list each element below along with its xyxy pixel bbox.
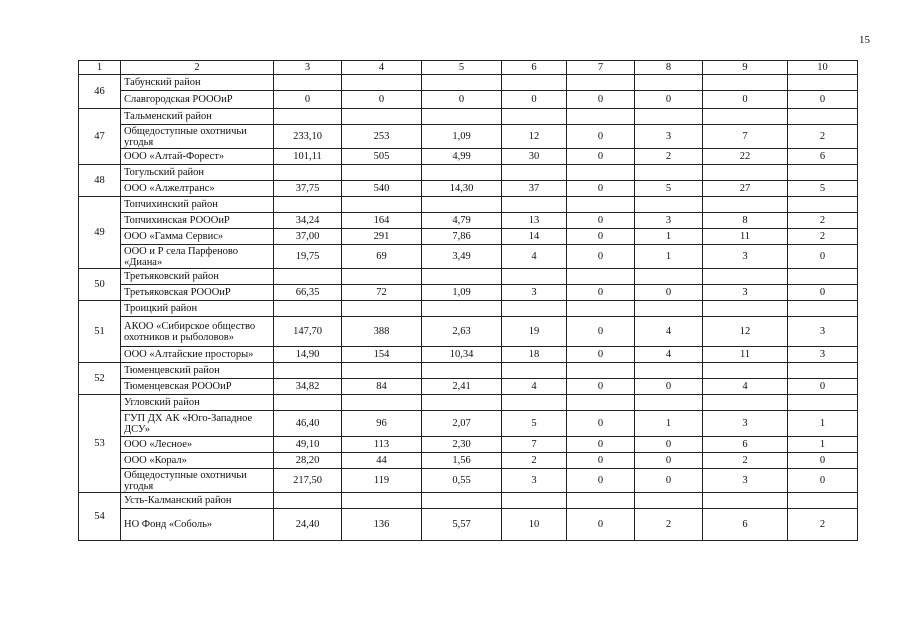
empty-cell [502, 363, 567, 379]
value-cell-col9: 3 [703, 285, 788, 301]
header-cell-7: 7 [567, 61, 635, 75]
value-cell-col9: 3 [703, 245, 788, 269]
value-cell-col7: 0 [567, 509, 635, 541]
value-cell-col7: 0 [567, 437, 635, 453]
value-cell-col5: 2,30 [422, 437, 502, 453]
empty-cell [788, 493, 858, 509]
value-cell-col4: 253 [342, 125, 422, 149]
empty-cell [342, 197, 422, 213]
value-cell-col7: 0 [567, 285, 635, 301]
value-cell-col5: 10,34 [422, 347, 502, 363]
table-row [79, 229, 858, 245]
value-cell-col5: 2,07 [422, 411, 502, 437]
value-cell-col6: 4 [502, 245, 567, 269]
table-row [79, 379, 858, 395]
value-cell-col9: 6 [703, 509, 788, 541]
value-cell-col8: 0 [635, 437, 703, 453]
table-row [79, 411, 858, 437]
table-row [79, 347, 858, 363]
organization-name: ГУП ДХ АК «Юго-Западное ДСУ» [121, 411, 274, 437]
empty-cell [703, 301, 788, 317]
value-cell-col5: 1,56 [422, 453, 502, 469]
value-cell-col8: 0 [635, 453, 703, 469]
district-row [79, 75, 858, 91]
value-cell-col5: 14,30 [422, 181, 502, 197]
empty-cell [635, 301, 703, 317]
value-cell-col5: 2,63 [422, 317, 502, 347]
empty-cell [502, 493, 567, 509]
table-row [79, 509, 858, 541]
district-name: Троицкий район [121, 301, 274, 317]
district-name: Третьяковский район [121, 269, 274, 285]
header-cell-8: 8 [635, 61, 703, 75]
table-row [79, 453, 858, 469]
empty-cell [274, 75, 342, 91]
value-cell-col10: 0 [788, 453, 858, 469]
value-cell-col5: 3,49 [422, 245, 502, 269]
value-cell-col10: 6 [788, 149, 858, 165]
district-row [79, 395, 858, 411]
value-cell-col8: 2 [635, 509, 703, 541]
value-cell-col3: 46,40 [274, 411, 342, 437]
value-cell-col6: 3 [502, 469, 567, 493]
value-cell-col10: 2 [788, 125, 858, 149]
empty-cell [342, 301, 422, 317]
value-cell-col7: 0 [567, 91, 635, 109]
organization-name: ООО «Корал» [121, 453, 274, 469]
table-row [79, 91, 858, 109]
value-cell-col6: 19 [502, 317, 567, 347]
value-cell-col5: 1,09 [422, 285, 502, 301]
value-cell-col3: 147,70 [274, 317, 342, 347]
empty-cell [274, 363, 342, 379]
group-number: 48 [79, 165, 121, 197]
organization-name: Общедоступные охотничьи угодья [121, 125, 274, 149]
empty-cell [422, 75, 502, 91]
empty-cell [703, 395, 788, 411]
empty-cell [342, 395, 422, 411]
value-cell-col10: 3 [788, 347, 858, 363]
data-table [78, 60, 858, 541]
value-cell-col9: 3 [703, 411, 788, 437]
organization-name: АКОО «Сибирское общество охотников и рыболовов» [121, 317, 274, 347]
value-cell-col4: 388 [342, 317, 422, 347]
value-cell-col9: 12 [703, 317, 788, 347]
organization-name: Общедоступные охотничьи угодья [121, 469, 274, 493]
value-cell-col7: 0 [567, 125, 635, 149]
empty-cell [567, 395, 635, 411]
value-cell-col7: 0 [567, 229, 635, 245]
district-name: Тюменцевский район [121, 363, 274, 379]
table-row [79, 149, 858, 165]
district-row [79, 363, 858, 379]
value-cell-col9: 3 [703, 469, 788, 493]
empty-cell [788, 109, 858, 125]
empty-cell [635, 395, 703, 411]
value-cell-col7: 0 [567, 213, 635, 229]
group-number: 47 [79, 109, 121, 165]
value-cell-col8: 0 [635, 91, 703, 109]
value-cell-col3: 34,82 [274, 379, 342, 395]
value-cell-col4: 540 [342, 181, 422, 197]
group-number: 50 [79, 269, 121, 301]
value-cell-col9: 8 [703, 213, 788, 229]
value-cell-col3: 34,24 [274, 213, 342, 229]
value-cell-col4: 119 [342, 469, 422, 493]
value-cell-col3: 19,75 [274, 245, 342, 269]
value-cell-col10: 2 [788, 213, 858, 229]
value-cell-col9: 27 [703, 181, 788, 197]
district-name: Тогульский район [121, 165, 274, 181]
header-cell-4: 4 [342, 61, 422, 75]
empty-cell [788, 301, 858, 317]
value-cell-col3: 37,00 [274, 229, 342, 245]
value-cell-col4: 0 [342, 91, 422, 109]
value-cell-col4: 44 [342, 453, 422, 469]
value-cell-col10: 1 [788, 411, 858, 437]
value-cell-col8: 4 [635, 347, 703, 363]
table-row [79, 125, 858, 149]
empty-cell [342, 269, 422, 285]
empty-cell [422, 301, 502, 317]
value-cell-col5: 5,57 [422, 509, 502, 541]
district-name: Тальменский район [121, 109, 274, 125]
value-cell-col9: 4 [703, 379, 788, 395]
value-cell-col10: 1 [788, 437, 858, 453]
empty-cell [703, 363, 788, 379]
organization-name: Третьяковская РОООиР [121, 285, 274, 301]
value-cell-col3: 28,20 [274, 453, 342, 469]
table-row [79, 317, 858, 347]
header-cell-3: 3 [274, 61, 342, 75]
value-cell-col10: 0 [788, 379, 858, 395]
value-cell-col9: 0 [703, 91, 788, 109]
value-cell-col7: 0 [567, 379, 635, 395]
value-cell-col3: 101,11 [274, 149, 342, 165]
value-cell-col4: 72 [342, 285, 422, 301]
value-cell-col7: 0 [567, 411, 635, 437]
value-cell-col5: 2,41 [422, 379, 502, 395]
district-row [79, 269, 858, 285]
value-cell-col3: 66,35 [274, 285, 342, 301]
value-cell-col4: 154 [342, 347, 422, 363]
value-cell-col6: 10 [502, 509, 567, 541]
empty-cell [502, 75, 567, 91]
value-cell-col8: 3 [635, 125, 703, 149]
empty-cell [342, 165, 422, 181]
value-cell-col4: 113 [342, 437, 422, 453]
empty-cell [342, 493, 422, 509]
organization-name: ООО «Алтайские просторы» [121, 347, 274, 363]
empty-cell [422, 197, 502, 213]
value-cell-col6: 14 [502, 229, 567, 245]
value-cell-col10: 0 [788, 245, 858, 269]
organization-name: Славгородская РОООиР [121, 91, 274, 109]
value-cell-col10: 3 [788, 317, 858, 347]
value-cell-col10: 0 [788, 91, 858, 109]
header-cell-2: 2 [121, 61, 274, 75]
value-cell-col3: 233,10 [274, 125, 342, 149]
empty-cell [502, 301, 567, 317]
value-cell-col8: 1 [635, 411, 703, 437]
table-row [79, 213, 858, 229]
value-cell-col6: 0 [502, 91, 567, 109]
value-cell-col8: 2 [635, 149, 703, 165]
empty-cell [567, 197, 635, 213]
empty-cell [567, 165, 635, 181]
value-cell-col5: 4,99 [422, 149, 502, 165]
group-number: 54 [79, 493, 121, 541]
empty-cell [703, 109, 788, 125]
value-cell-col10: 5 [788, 181, 858, 197]
value-cell-col6: 13 [502, 213, 567, 229]
organization-name: ООО и Р села Парфеново «Диана» [121, 245, 274, 269]
empty-cell [703, 197, 788, 213]
value-cell-col3: 37,75 [274, 181, 342, 197]
empty-cell [703, 165, 788, 181]
table-row [79, 245, 858, 269]
value-cell-col9: 11 [703, 347, 788, 363]
empty-cell [703, 75, 788, 91]
value-cell-col8: 1 [635, 229, 703, 245]
value-cell-col8: 3 [635, 213, 703, 229]
table-row [79, 469, 858, 493]
value-cell-col8: 0 [635, 379, 703, 395]
empty-cell [567, 493, 635, 509]
value-cell-col7: 0 [567, 149, 635, 165]
empty-cell [788, 197, 858, 213]
value-cell-col6: 37 [502, 181, 567, 197]
table-row [79, 285, 858, 301]
empty-cell [342, 363, 422, 379]
value-cell-col6: 18 [502, 347, 567, 363]
empty-cell [567, 301, 635, 317]
empty-cell [635, 165, 703, 181]
empty-cell [567, 363, 635, 379]
district-row [79, 493, 858, 509]
value-cell-col3: 24,40 [274, 509, 342, 541]
empty-cell [703, 269, 788, 285]
empty-cell [422, 269, 502, 285]
value-cell-col7: 0 [567, 245, 635, 269]
empty-cell [274, 301, 342, 317]
empty-cell [567, 75, 635, 91]
district-name: Усть-Калманский район [121, 493, 274, 509]
value-cell-col6: 3 [502, 285, 567, 301]
group-number: 46 [79, 75, 121, 109]
empty-cell [502, 395, 567, 411]
value-cell-col5: 4,79 [422, 213, 502, 229]
page-number: 15 [859, 34, 870, 46]
table-row [79, 181, 858, 197]
value-cell-col6: 4 [502, 379, 567, 395]
organization-name: НО Фонд «Соболь» [121, 509, 274, 541]
empty-cell [342, 75, 422, 91]
organization-name: ООО «Алжелтранс» [121, 181, 274, 197]
group-number: 49 [79, 197, 121, 269]
value-cell-col8: 4 [635, 317, 703, 347]
value-cell-col9: 22 [703, 149, 788, 165]
empty-cell [635, 109, 703, 125]
empty-cell [635, 363, 703, 379]
empty-cell [274, 493, 342, 509]
value-cell-col4: 136 [342, 509, 422, 541]
district-row [79, 301, 858, 317]
value-cell-col6: 30 [502, 149, 567, 165]
district-row [79, 197, 858, 213]
empty-cell [274, 197, 342, 213]
empty-cell [502, 197, 567, 213]
organization-name: Тюменцевская РОООиР [121, 379, 274, 395]
value-cell-col10: 2 [788, 509, 858, 541]
empty-cell [788, 395, 858, 411]
value-cell-col3: 14,90 [274, 347, 342, 363]
value-cell-col7: 0 [567, 347, 635, 363]
district-row [79, 165, 858, 181]
value-cell-col3: 0 [274, 91, 342, 109]
value-cell-col3: 49,10 [274, 437, 342, 453]
value-cell-col9: 2 [703, 453, 788, 469]
value-cell-col4: 69 [342, 245, 422, 269]
empty-cell [635, 75, 703, 91]
table-row [79, 437, 858, 453]
value-cell-col8: 0 [635, 285, 703, 301]
organization-name: Топчихинская РОООиР [121, 213, 274, 229]
empty-cell [502, 165, 567, 181]
empty-cell [635, 269, 703, 285]
value-cell-col5: 0 [422, 91, 502, 109]
value-cell-col5: 7,86 [422, 229, 502, 245]
value-cell-col7: 0 [567, 453, 635, 469]
header-cell-6: 6 [502, 61, 567, 75]
empty-cell [274, 269, 342, 285]
value-cell-col6: 7 [502, 437, 567, 453]
value-cell-col10: 0 [788, 469, 858, 493]
value-cell-col6: 5 [502, 411, 567, 437]
organization-name: ООО «Лесное» [121, 437, 274, 453]
empty-cell [422, 363, 502, 379]
value-cell-col4: 164 [342, 213, 422, 229]
value-cell-col4: 505 [342, 149, 422, 165]
empty-cell [567, 269, 635, 285]
empty-cell [635, 197, 703, 213]
value-cell-col9: 11 [703, 229, 788, 245]
empty-cell [502, 269, 567, 285]
empty-cell [274, 109, 342, 125]
value-cell-col3: 217,50 [274, 469, 342, 493]
header-row [79, 61, 858, 75]
empty-cell [342, 109, 422, 125]
empty-cell [274, 395, 342, 411]
group-number: 53 [79, 395, 121, 493]
organization-name: ООО «Алтай-Форест» [121, 149, 274, 165]
district-name: Топчихинский район [121, 197, 274, 213]
header-cell-10: 10 [788, 61, 858, 75]
value-cell-col6: 12 [502, 125, 567, 149]
empty-cell [635, 493, 703, 509]
value-cell-col8: 1 [635, 245, 703, 269]
empty-cell [567, 109, 635, 125]
district-row [79, 109, 858, 125]
empty-cell [422, 493, 502, 509]
value-cell-col9: 6 [703, 437, 788, 453]
group-number: 52 [79, 363, 121, 395]
value-cell-col9: 7 [703, 125, 788, 149]
header-cell-5: 5 [422, 61, 502, 75]
empty-cell [274, 165, 342, 181]
empty-cell [502, 109, 567, 125]
value-cell-col10: 0 [788, 285, 858, 301]
empty-cell [788, 363, 858, 379]
empty-cell [422, 395, 502, 411]
empty-cell [788, 165, 858, 181]
empty-cell [788, 75, 858, 91]
empty-cell [422, 165, 502, 181]
empty-cell [422, 109, 502, 125]
organization-name: ООО «Гамма Сервис» [121, 229, 274, 245]
header-cell-9: 9 [703, 61, 788, 75]
value-cell-col5: 1,09 [422, 125, 502, 149]
value-cell-col7: 0 [567, 469, 635, 493]
value-cell-col7: 0 [567, 181, 635, 197]
group-number: 51 [79, 301, 121, 363]
empty-cell [703, 493, 788, 509]
empty-cell [788, 269, 858, 285]
value-cell-col6: 2 [502, 453, 567, 469]
value-cell-col4: 291 [342, 229, 422, 245]
value-cell-col10: 2 [788, 229, 858, 245]
value-cell-col8: 5 [635, 181, 703, 197]
value-cell-col8: 0 [635, 469, 703, 493]
district-name: Угловский район [121, 395, 274, 411]
header-cell-1: 1 [79, 61, 121, 75]
district-name: Табунский район [121, 75, 274, 91]
value-cell-col4: 84 [342, 379, 422, 395]
value-cell-col4: 96 [342, 411, 422, 437]
value-cell-col5: 0,55 [422, 469, 502, 493]
value-cell-col7: 0 [567, 317, 635, 347]
